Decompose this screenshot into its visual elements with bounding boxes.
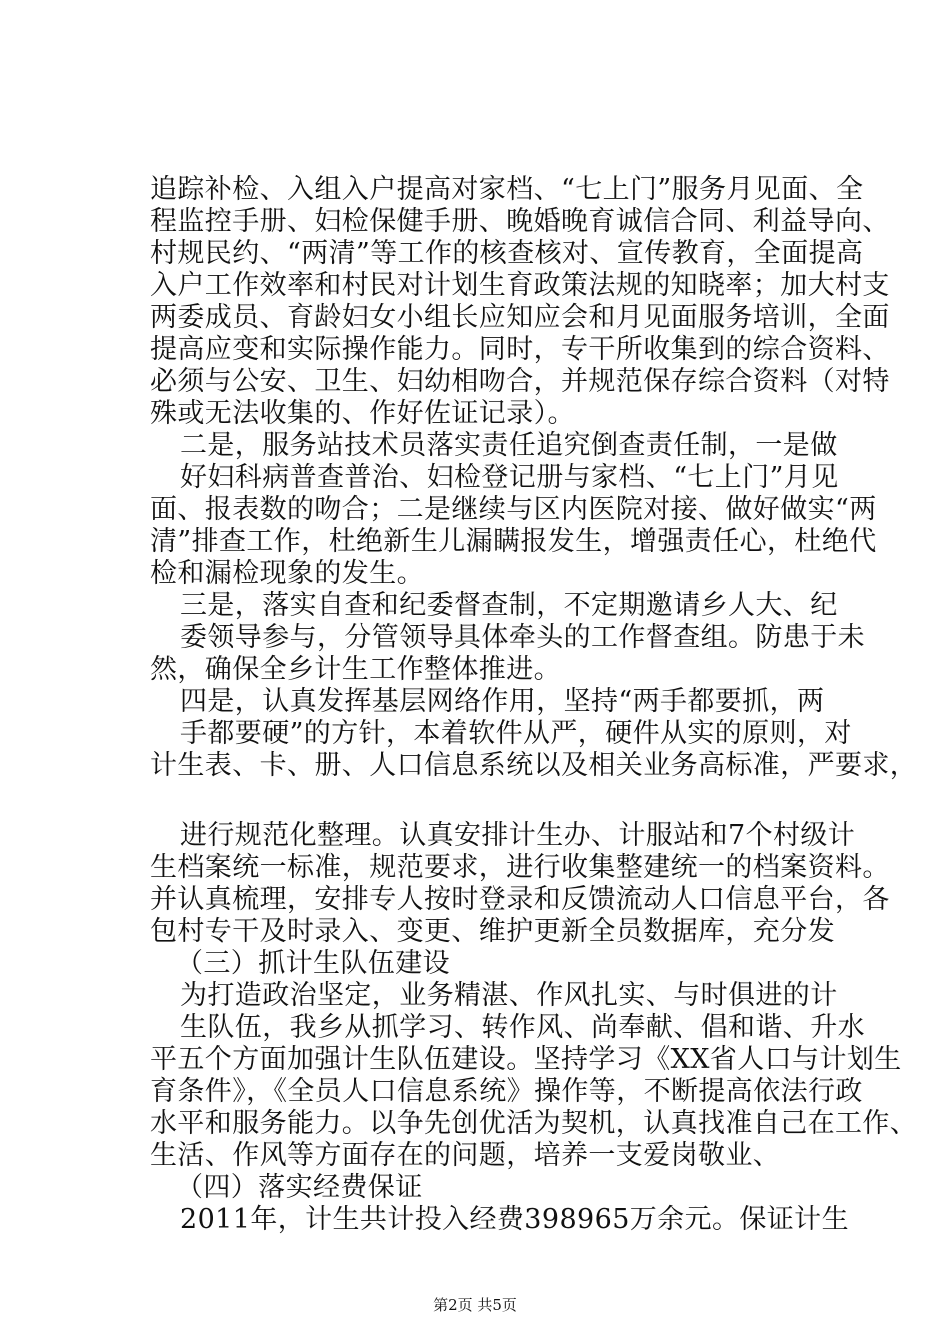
text-line: 四是，认真发挥基层网络作用，坚持“两手都要抓，两 (180, 686, 825, 717)
text-line: 生档案统一标准，规范要求，进行收集整建统一的档案资料。 (150, 852, 890, 883)
text-line: 生队伍，我乡从抓学习、转作风、尚奉献、倡和谐、升水 (180, 1012, 865, 1043)
text-line: 三是，落实自查和纪委督查制，不定期邀请乡人大、纪 (180, 590, 838, 621)
text-line: 两委成员、育龄妇女小组长应知应会和月见面服务培训，全面 (150, 302, 890, 333)
text-line: 提高应变和实际操作能力。同时，专干所收集到的综合资料、 (150, 334, 890, 365)
page-number-footer: 第2页 共5页 (433, 1296, 517, 1314)
text-line: 委领导参与，分管领导具体牵头的工作督查组。防患于未 (180, 622, 865, 653)
text-line: 进行规范化整理。认真安排计生办、计服站和7个村级计 (180, 820, 856, 851)
text-line: 追踪补检、入组入户提高对家档、“七上门”服务月见面、全 (150, 174, 864, 205)
text-line: 包村专干及时录入、变更、维护更新全员数据库，充分发 (150, 916, 835, 947)
section-heading: （四）落实经费保证 (176, 1172, 423, 1203)
text-line: 生活、作风等方面存在的问题，培养一支爱岗敬业、 (150, 1140, 781, 1171)
text-line: 入户工作效率和村民对计划生育政策法规的知晓率；加大村支 (150, 270, 890, 301)
text-line: 2011年，计生共计投入经费398965万余元。保证计生 (180, 1204, 849, 1235)
text-line: 必须与公安、卫生、妇幼相吻合，并规范保存综合资料（对特 (150, 366, 890, 397)
text-line: 二是，服务站技术员落实责任追究倒查责任制，一是做 (180, 430, 838, 461)
text-line: 殊或无法收集的、作好佐证记录）。 (150, 398, 575, 429)
text-line: 为打造政治坚定，业务精湛、作风扎实、与时俱进的计 (180, 980, 838, 1011)
text-line: 计生表、卡、册、人口信息系统以及相关业务高标准，严要求， (150, 750, 918, 781)
text-line: 检和漏检现象的发生。 (150, 558, 424, 589)
text-line: 程监控手册、妇检保健手册、晚婚晚育诚信合同、利益导向、 (150, 206, 890, 237)
text-line: 水平和服务能力。以争先创优活为契机，认真找准自己在工作、 (150, 1108, 918, 1139)
text-line: 育条件》，《全员人口信息系统》操作等，不断提高依法行政 (150, 1076, 863, 1107)
text-line: 好妇科病普查普治、妇检登记册与家档、“七上门”月见 (180, 462, 839, 493)
text-line: 平五个方面加强计生队伍建设。坚持学习《XX省人口与计划生 (150, 1044, 902, 1075)
text-line: 村规民约、“两清”等工作的核查核对、宣传教育，全面提高 (150, 238, 864, 269)
text-line: 清”排查工作，杜绝新生儿漏瞒报发生，增强责任心，杜绝代 (150, 526, 877, 557)
section-heading: （三）抓计生队伍建设 (176, 948, 450, 979)
text-line: 并认真梳理，安排专人按时登录和反馈流动人口信息平台，各 (150, 884, 890, 915)
text-line: 手都要硬”的方针，本着软件从严，硬件从实的原则，对 (180, 718, 852, 749)
text-line: 然，确保全乡计生工作整体推进。 (150, 654, 561, 685)
text-line: 面、报表数的吻合；二是继续与区内医院对接、做好做实“两 (150, 494, 877, 525)
